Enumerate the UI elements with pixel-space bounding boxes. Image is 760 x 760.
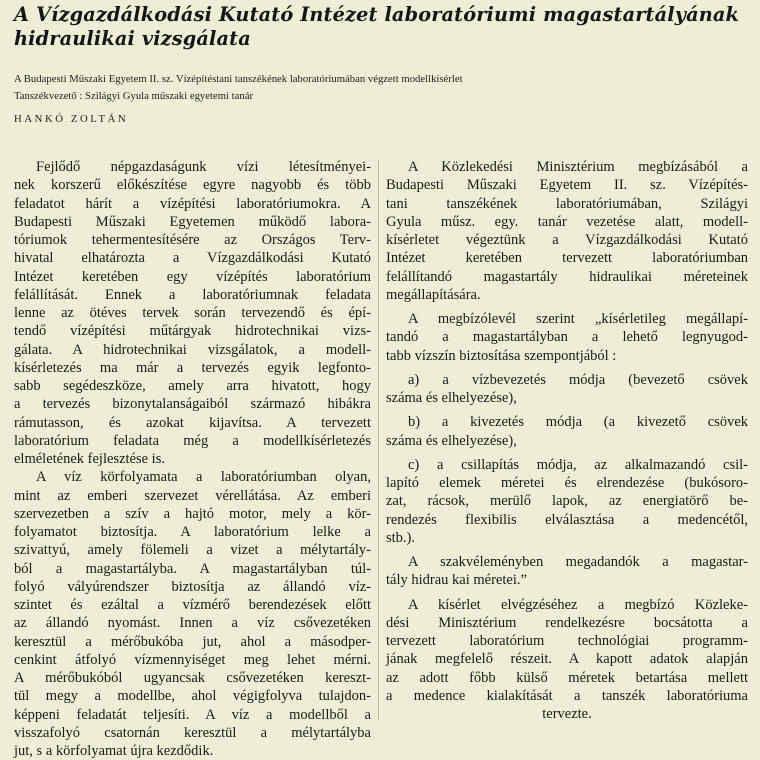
text-line: gálata. A hidrotechnikai vizsgálatok, a modell-: [14, 341, 371, 358]
subtitle-line: A Budapesti Műszaki Egyetem II. sz. Vízépítéstani tanszékének laboratóriumában végzett modellkísérlet: [14, 73, 463, 85]
text-line: megállapítására.: [386, 286, 481, 303]
text-line: szivattyú, amely fölemeli a vizet a mélytartály-: [14, 542, 371, 559]
text-line: képpeni feladatát teljesíti. A víz a modellből a: [14, 706, 371, 723]
text-line: stb.).: [386, 529, 415, 546]
text-line: folyamatot biztosítja. A laboratórium lelke a: [14, 524, 371, 540]
text-line: folyó vályúrendszer biztosítja az állandó víz-: [14, 578, 371, 595]
text-line: tani tanszékének laboratóriumában, Szilágyi: [386, 195, 748, 212]
text-line: kísérletezés ma már a tervezés egyik legfonto-: [14, 359, 371, 376]
text-line: száma és elhelyezése),: [386, 390, 517, 406]
article-subtitle: [14, 71, 463, 105]
text-line: felállítását. Ennek a laboratóriumnak feladata: [14, 286, 371, 303]
text-line: a) a vízbevezetés módja (bevezető csövek: [408, 371, 748, 388]
text-line: lapító elemek méretei és elrendezése (bukósoro-: [386, 475, 748, 491]
title-line: A Vízgazdálkodási Kutató Intézet laboratóriumi magastartályának: [14, 3, 740, 26]
text-line: nek korszerű előkészítése egyre nagyobb és több: [14, 177, 371, 194]
text-line: tervezett laboratórium technológiai programm-: [386, 633, 748, 649]
text-line: jának megfelelő részeit. A kapott adatok alapján: [386, 651, 748, 668]
text-line: szervezetben a szív a hajtó motor, mely a kör-: [14, 505, 371, 522]
text-line: sabb segédeszköze, amely arra hivatott, hogy: [14, 378, 371, 394]
text-line: lenne az ötéves tervek során tervezendő és épí-: [14, 305, 371, 321]
article-title: [14, 3, 754, 51]
text-line: tály hidrau kai méretei.”: [386, 572, 527, 589]
text-line: rendezés flexibilis elválasztása a medencétől,: [386, 511, 748, 528]
text-line: az állandó nyomást. Innen a víz csővezetéken: [14, 615, 371, 632]
text-line: visszafolyó csatornán keresztül a mélytartályba: [14, 724, 371, 741]
text-line: b) a kivezetés módja (a kivezető csövek: [408, 414, 748, 431]
text-line: tabb vízszín biztosítása szempontjából :: [386, 347, 617, 364]
text-line: a medence kialakítását a tanszék laboratóriuma: [386, 687, 748, 704]
text-line: tül megy a modellbe, ahol végigfolyva tulajdon-: [14, 688, 371, 705]
subtitle-line: Tanszékvezető : Szilágyi Gyula műszaki egyetemi tanár: [14, 90, 254, 102]
text-line: ból a magastartályba. A magastartályban túl-: [14, 560, 371, 577]
author-name: HANKÓ ZOLTÁN: [14, 113, 129, 125]
text-line: az adott főbb külső méretek betartása mellett: [386, 669, 748, 686]
text-line: hivatal elhatározta a Vízgazdálkodási Kutató: [14, 250, 371, 267]
text-line: tervezte.: [542, 706, 592, 722]
text-line: rámutasson, és azokat kijavítsa. A tervezett: [14, 414, 371, 431]
column-divider: [378, 160, 379, 720]
text-line: kísérletet végeztünk a Vízgazdálkodási Kutató: [386, 232, 748, 248]
text-line: szintet és ezáltal a vízmérő berendezések előtt: [14, 597, 371, 613]
text-line: Fejlődő népgazdaságunk vízi létesítményei-: [36, 159, 371, 175]
text-line: cenkint átfolyó vízmennyiséget meg lehet mérni.: [14, 651, 371, 668]
text-line: A mérőbukóból ugyancsak csővezetéken kereszt-: [14, 670, 371, 686]
text-line: A megbízólevél szerint „kísérletileg megállapí-: [408, 311, 748, 327]
right-column: [386, 158, 748, 723]
text-line: Intézet keretében egy vízépítés laboratórium: [14, 268, 371, 285]
text-line: c) a csillapítás módja, az alkalmazandó csil-: [408, 456, 748, 473]
text-line: dési Minisztérium rendelkezésre bocsátotta a: [386, 614, 748, 631]
title-line: hidraulikai vizsgálata: [14, 27, 251, 50]
text-line: Gyula műsz. egy. tanár vezetése alatt, modell-: [386, 213, 748, 230]
text-line: jut, s a körfolyamat újra kezdődik.: [14, 743, 214, 759]
text-line: száma és elhelyezése),: [386, 432, 517, 449]
text-line: elméletének fejlesztése is.: [14, 451, 165, 467]
text-line: Budapesti Műszaki Egyetemen működő labora-: [14, 213, 371, 230]
text-line: laboratórium feladata még a modellkísérletezés: [14, 432, 371, 449]
text-line: felállítandó magastartály hidraulikai méreteinek: [386, 268, 748, 285]
text-line: A kísérlet elvégzéséhez a megbízó Közleke-: [408, 596, 748, 613]
text-line: a tervezés bizonytalanságaiból származó hibákra: [14, 396, 371, 413]
text-line: tendő vízépítési műtárgyak hidrotechnikai vizs-: [14, 323, 371, 340]
text-line: A szakvéleményben megadandók a magastar-: [408, 554, 748, 570]
left-column: [14, 158, 371, 760]
text-line: feladatot hárít a vízépítési laboratóriumokra. A: [14, 195, 371, 212]
text-line: tóriumok tehermentesítésére az Országos Terv-: [14, 232, 371, 248]
text-line: keresztül a mérőbukóba jut, ahol a másodper-: [14, 633, 371, 650]
text-line: zat, rácsok, merülő lapok, az energiatörő be-: [386, 493, 748, 510]
text-line: tandó a magastartályban a lehető legnyugod-: [386, 329, 748, 346]
text-line: Budapesti Műszaki Egyetem II. sz. Vízépítés-: [386, 177, 748, 194]
text-line: mint az emberi szervezet vérellátása. Az emberi: [14, 487, 371, 504]
text-line: A víz körfolyamata a laboratóriumban olyan,: [36, 469, 371, 486]
text-line: Intézet keretében tervezett laboratóriumban: [386, 250, 748, 267]
text-line: A Közlekedési Minisztérium megbízásából a: [408, 159, 748, 175]
